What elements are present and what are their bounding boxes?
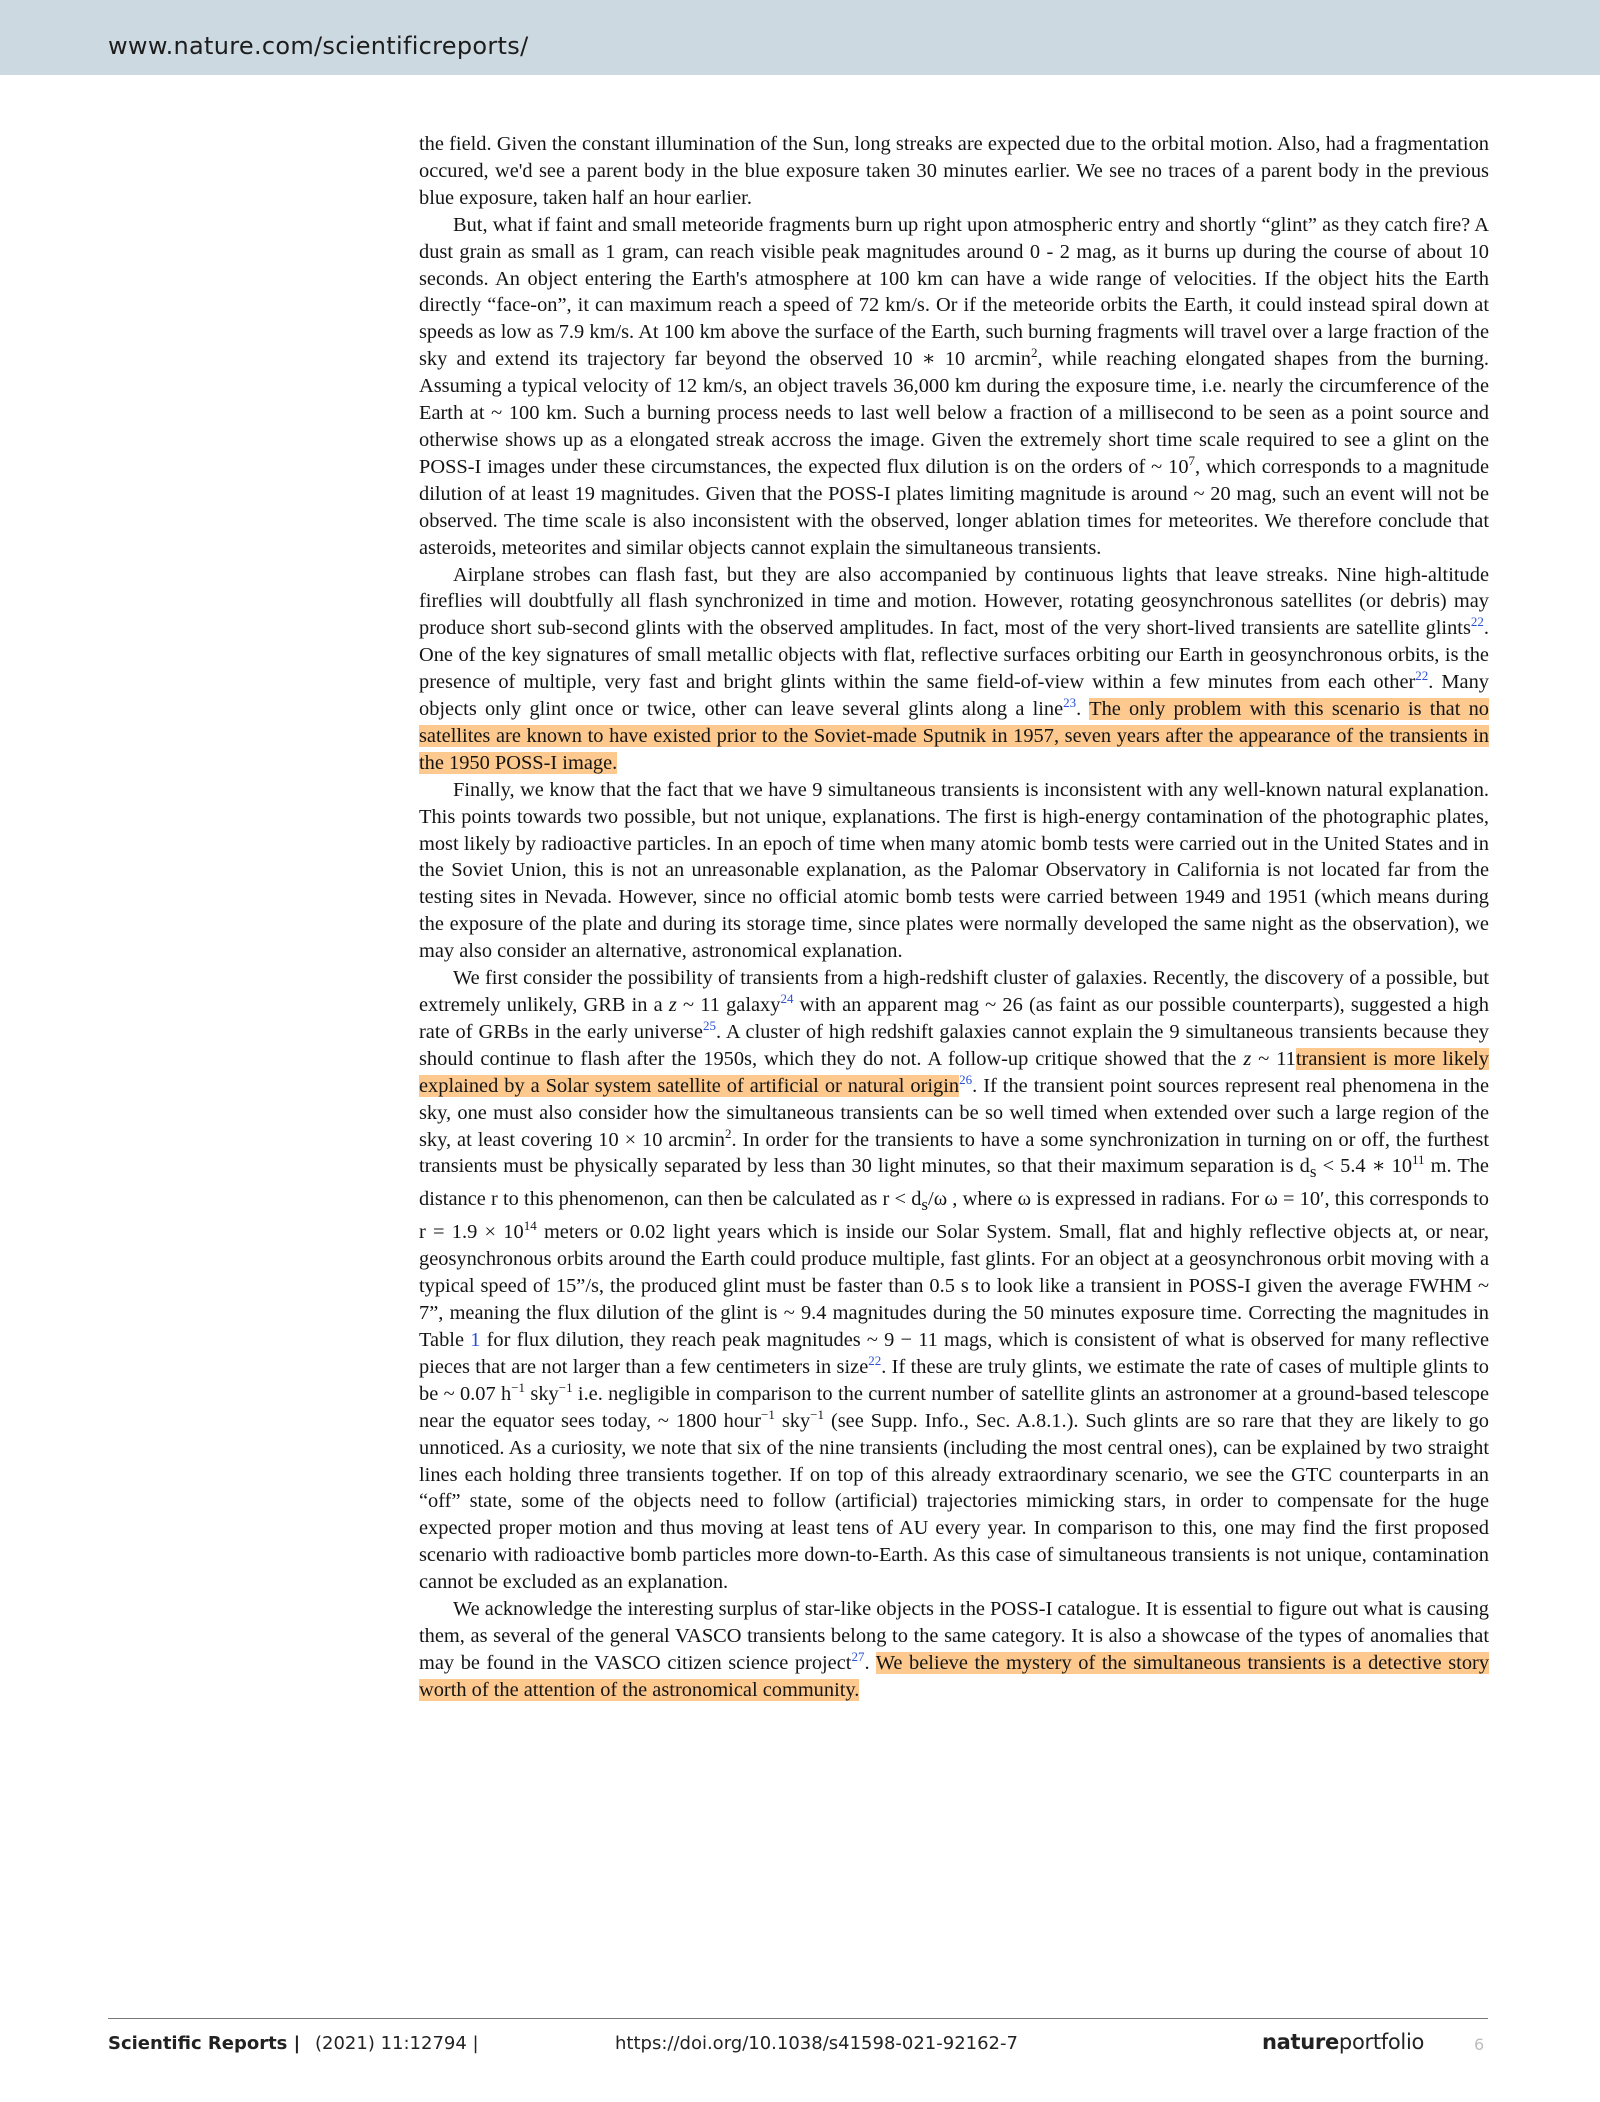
citation-link[interactable]: 26: [959, 1071, 973, 1087]
highlight-solar-system: transient is more likely explained by a Solar system satellite of artificial or natural origin: [419, 1047, 1489, 1097]
journal-name: Scientific Reports |: [108, 2033, 301, 2054]
page-number: 6: [1474, 2035, 1485, 2054]
doi-link[interactable]: https://doi.org/10.1038/s41598-021-92162-7: [615, 2033, 1018, 2054]
paragraph-3: Airplane strobes can flash fast, but they are also accompanied by continuous lights that leave streaks. Nine high-altitude fireflies will doubtfully all flash synchronized in time and motion. However, rotating geosynchronous satellites (or debris) may produce short sub-second glints with the observed amplitudes. In fact, most of the very short-lived transients are satellite glints$^{22}$. One of the key signatures of small metallic objects with flat, reflective surfaces orbiting our Earth in geosynchronous orbits, is the presence of multiple, very fast and bright glints within the same field-of-view within a few minutes from each other$^{22}$. Many objects only glint once or twice, other can leave several glints along a line$^{23}$. The only problem with this scenario is that no satellites are known to have existed prior to the Soviet-made Sputnik in 1957, seven years after the appearance of the transients in the 1950 POSS-I image.: [419, 563, 1489, 774]
paragraph-6: We acknowledge the interesting surplus of star-like objects in the POSS-I catalogue. It is essential to figure out what is causing them, as several of the general VASCO transients belong to the same category. It is also a showcase of the types of anomalies that may be found in the VASCO citizen science project$^{27}$. We believe the mystery of the simultaneous transients is a detective story worth of the attention of the astronomical community.: [419, 1598, 1490, 1701]
highlight-satellites: The only problem with this scenario is that no satellites are known to have existed prior to the Soviet-made Sputnik in 1957, seven years after the appearance of the transients in the 1950 POSS-I image.: [419, 698, 1489, 774]
citation-link[interactable]: 22: [1415, 668, 1429, 684]
volume-info: (2021) 11:12794 |: [315, 2033, 479, 2054]
paragraph-4: Finally, we know that the fact that we have 9 simultaneous transients is inconsistent with any well-known natural explanation. This points towards two possible, but not unique, explanations. The first is high-energy contamination of the photographic plates, most likely by radioactive particles. In an epoch of time when many atomic bomb tests were carried out in the United States and in the Soviet Union, this is not an unreasonable explanation, as the Palomar Observatory in California is not located far from the testing sites in Nevada. However, since no official atomic bomb tests were carried between 1949 and 1951 (which means during the exposure of the plate and during its storage time, since plates were normally developed the same night as the observation), we may also consider an alternative, astronomical explanation.: [419, 778, 1489, 963]
paragraph-1: the field. Given the constant illumination of the Sun, long streaks are expected due to the orbital motion. Also, had a fragmentation occured, we'd see a parent body in the blue exposure taken 30 minutes earlier. We see no traces of a parent body in the previous blue exposure, taken half an hour earlier.: [419, 133, 1489, 209]
citation-link[interactable]: 22: [868, 1353, 882, 1369]
table-link[interactable]: 1: [470, 1329, 481, 1352]
footer-divider: [108, 2018, 1488, 2019]
nature-portfolio-logo: natureportfolio: [1262, 2030, 1425, 2054]
citation-link[interactable]: 27: [851, 1649, 865, 1665]
site-header-bar: [0, 0, 1600, 75]
paragraph-5: We first consider the possibility of transients from a high-redshift cluster of galaxies. Recently, the discovery of a possible, but extremely unlikely, GRB in a z ~ 11 galaxy$^{24}$ with an apparent mag ~ 26 (as faint as our possible counterparts), suggested a high rate of GRBs in the early universe$^{25}$. A cluster of high redshift galaxies cannot explain the 9 simultaneous transients because they should continue to flash after the 1950s, which they do not. A follow-up critique showed that the z ~ 11transient is more likely explained by a Solar system satellite of artificial or natural origin$^{26}$. If the transient point sources represent real phenomena in the sky, one must also consider how the simultaneous transients can be so well timed when extended over such a large region of the sky, at least covering 10 × 10 arcmin$^2$. In order for the transients to have a some synchronization in turning on or off, the furthest transients must be physically separated by less than 30 light minutes, so that their maximum separation is $d_s < 5.4$ ∗ $10^{11}$ m. The distance r to this phenomenon, can then be calculated as $r < d_s/\omega$ , where ω is expressed in radians. For ω = 10′, this corresponds to $r = 1.9 \times 10^{14}$ meters or 0.02 light years which is inside our Solar System. Small, flat and highly reflective objects at, or near, geosynchronous orbits around the Earth could produce multiple, fast glints. For an object at a geosynchronous orbit moving with a typical speed of 15”/s, the produced glint must be faster than 0.5 s to look like a transient in POSS-I given the average FWHM ~ 7”, meaning the flux dilution of the glint is ~ 9.4 magnitudes during the 50 minutes exposure time. Correcting the magnitudes in Table 1 for flux dilution, they reach peak magnitudes ~ 9 − 11 mags, which is consistent of what is observed for many reflective pieces that are not larger than a few centimeters in size$^{22}$. If these are truly glints, we estimate the rate of cases of multiple glints to be ~ 0.07 $h^{-1}$ sky$^{-1}$ i.e. negligible in comparison to the current number of satellite glints an astronomer at a ground-based telescope near the equator sees today, ~ 1800 hour$^{-1}$ sky$^{-1}$ (see Supp. Info., Sec. A.8.1.). Such glints are so rare that they are likely to go unnoticed. As a curiosity, we note that six of the nine transients (including the most central ones), can be explained by two straight lines each holding three transients together. If on top of this already extraordinary scenario, we see the GTC counterparts in an “off” state, some of the objects need to follow (artificial) trajectories mimicking stars, in order to compensate for the huge expected proper motion and thus moving at least tens of AU every year. In comparison to this, one may find the first proposed scenario with radioactive bomb particles more down-to-Earth. As this case of simultaneous transients is not unique, contamination cannot be excluded as an explanation.: [419, 967, 1490, 1594]
citation-link[interactable]: 25: [702, 1018, 716, 1034]
page-footer: [0, 2030, 1600, 2063]
citation-link[interactable]: 24: [780, 991, 794, 1007]
citation-link[interactable]: 23: [1063, 695, 1077, 711]
site-url[interactable]: www.nature.com/scientificreports/: [108, 32, 529, 60]
highlight-mystery: We believe the mystery of the simultaneous transients is a detective story worth of the attention of the astronomical community.: [419, 1651, 1490, 1701]
paragraph-2: But, what if faint and small meteoride fragments burn up right upon atmospheric entry and shortly “glint” as they catch fire? A dust grain as small as 1 gram, can reach visible peak magnitudes around 0 - 2 mag, as it burns up during the course of about 10 seconds. An object entering the Earth's atmosphere at 100 km can have a wide range of velocities. If the object hits the Earth directly “face-on”, it can maximum reach a speed of 72 km/s. Or if the meteoride orbits the Earth, it could instead spiral down at speeds as low as 7.9 km/s. At 100 km above the surface of the Earth, such burning fragments will travel over a large fraction of the sky and extend its trajectory far beyond the observed 10 ∗ 10 arcmin$^2$, while reaching elongated shapes from the burning. Assuming a typical velocity of 12 km/s, an object travels 36,000 km during the exposure time, i.e. nearly the circumference of the Earth at ~ 100 km. Such a burning process needs to last well below a fraction of a millisecond to be seen as a point source and otherwise shows up as a elongated streak accross the image. Given the extremely short time scale required to see a glint on the POSS-I images under these circumstances, the expected flux dilution is on the orders of ~ $10^7$, which corresponds to a magnitude dilution of at least 19 magnitudes. Given that the POSS-I plates limiting magnitude is around ~ 20 mag, such an event will not be observed. The time scale is also inconsistent with the observed, longer ablation times for meteorites. We therefore conclude that asteroids, meteorites and similar objects cannot explain the simultaneous transients.: [419, 213, 1489, 559]
article-body: [419, 131, 1489, 1704]
citation-link[interactable]: 22: [1470, 614, 1484, 630]
